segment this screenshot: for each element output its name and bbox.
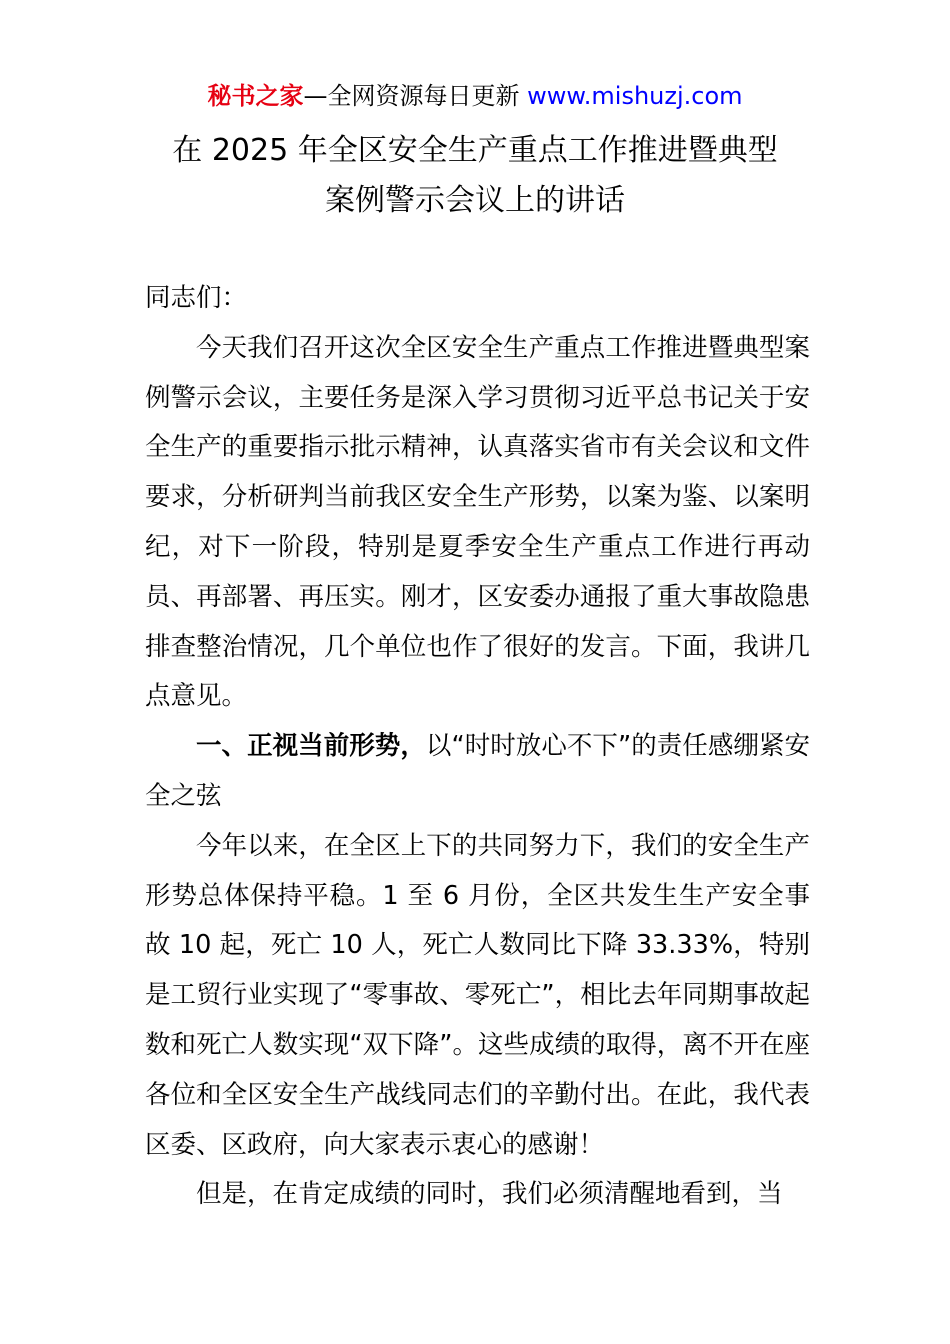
section-heading-1-bold: 一、正视当前形势，: [196, 731, 426, 762]
salutation: 同志们：: [145, 283, 248, 313]
paragraph-however: 但是，在肯定成绩的同时，我们必须清醒地看到，当: [196, 1179, 783, 1210]
document-title: [0, 126, 950, 226]
site-header: [0, 80, 950, 112]
title-line-2: 案例警示会议上的讲话: [325, 183, 625, 218]
section-heading-1-rest: 以“时时放心不下”的责任感绷紧安全之弦: [145, 731, 810, 811]
site-tagline: —全网资源每日更新: [303, 82, 528, 110]
document-body: [145, 274, 810, 1220]
section-heading-1: [145, 722, 810, 822]
title-line-1: 在 2025 年全区安全生产重点工作推进暨典型: [172, 133, 778, 168]
site-brand: 秘书之家: [207, 82, 304, 110]
site-url-link[interactable]: www.mishuzj.com: [527, 82, 743, 110]
paragraph-intro: 今天我们召开这次全区安全生产重点工作推进暨典型案例警示会议，主要任务是深入学习贯彻习近平总书记关于安全生产的重要指示批示精神，认真落实省市有关会议和文件要求，分析研判当前我区安全生产形势，以案为鉴、以案明纪，对下一阶段，特别是夏季安全生产重点工作进行再动员、再部署、再压实。刚才，区安委办通报了重大事故隐患排查整治情况，几个单位也作了很好的发言。下面，我讲几点意见。: [145, 332, 810, 712]
paragraph-situation: 今年以来，在全区上下的共同努力下，我们的安全生产形势总体保持平稳。1 至 6 月份，全区共发生生产安全事故 10 起，死亡 10 人，死亡人数同比下降 33.33%，特别是工贸行业实现了“零事故、零死亡”，相比去年同期事故起数和死亡人数实现“双下降”。这些成绩的取得，离不开在座各位和全区安全生产战线同志们的辛勤付出。在此，我代表区委、区政府，向大家表示衷心的感谢！: [145, 830, 810, 1160]
